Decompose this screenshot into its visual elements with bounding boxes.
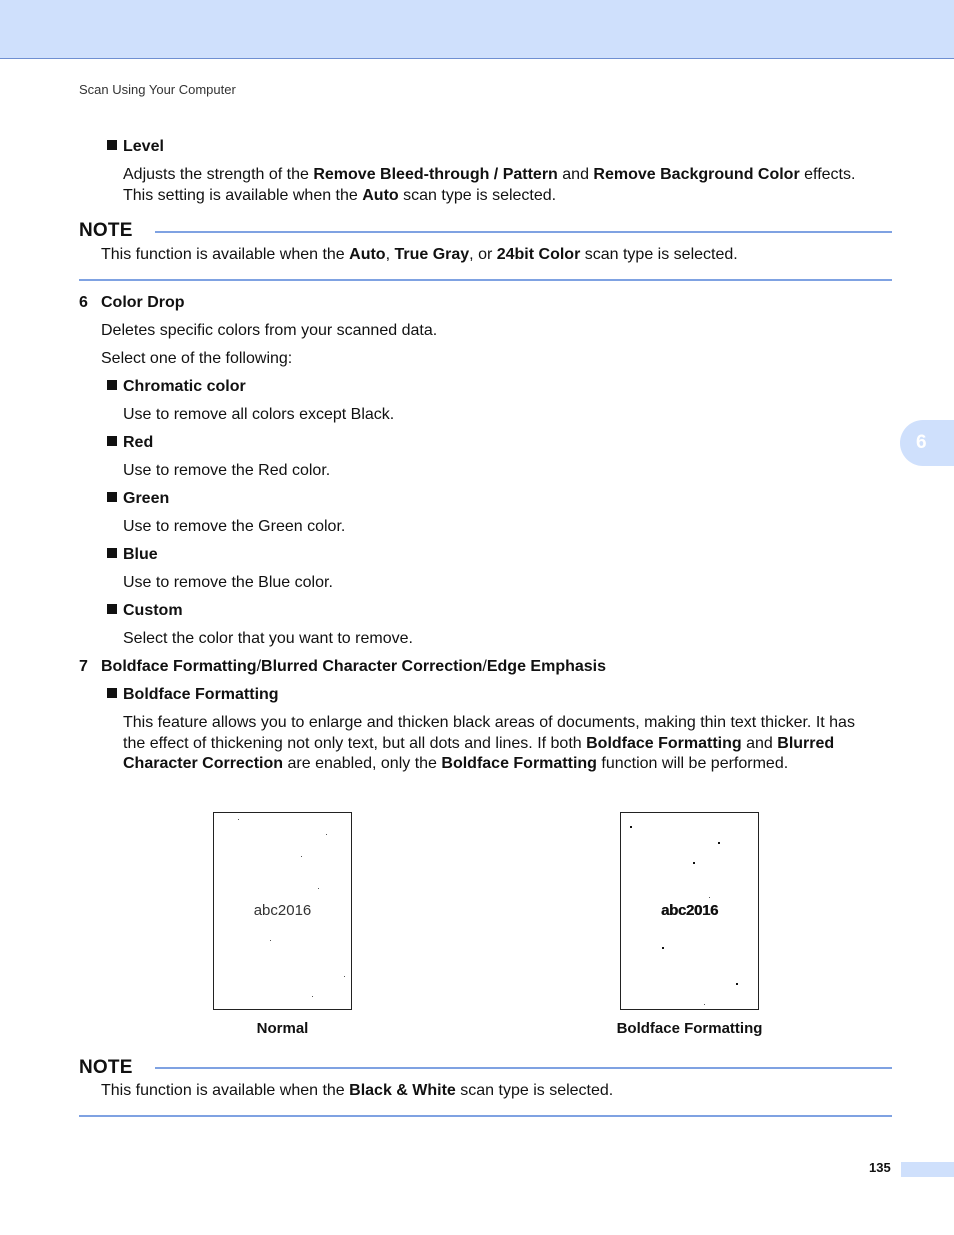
page-number: 135: [869, 1160, 891, 1175]
color-drop-heading: 6 Color Drop: [79, 294, 185, 311]
square-bullet-icon: [107, 688, 117, 698]
note-bottom-rule: [79, 279, 892, 281]
square-bullet-icon: [107, 140, 117, 150]
boldface-subheading: Boldface Formatting: [107, 685, 279, 705]
bold-caption: Boldface Formatting: [616, 1020, 763, 1037]
page-number-bar: [901, 1162, 954, 1177]
normal-sample-page: [213, 812, 352, 1010]
level-desc-line1: Adjusts the strength of the Remove Bleed-through / Pattern and Remove Background Color effects.: [123, 166, 856, 183]
option-custom: Custom: [107, 601, 183, 621]
color-drop-select: Select one of the following:: [101, 350, 293, 367]
option-red: Red: [107, 433, 153, 453]
square-bullet-icon: [107, 604, 117, 614]
boldface-desc-line1: This feature allows you to enlarge and thicken black areas of documents, making thin text thicker. It has: [123, 714, 855, 731]
option-red-desc: Use to remove the Red color.: [123, 462, 331, 479]
option-blue: Blue: [107, 545, 158, 565]
bold-sample-text: abc2016: [660, 902, 719, 919]
boldface-desc-line3: Character Correction are enabled, only the Boldface Formatting function will be performed.: [123, 755, 789, 772]
option-green-desc: Use to remove the Green color.: [123, 518, 346, 535]
note-bottom-rule: [79, 1115, 892, 1117]
normal-sample-text: abc2016: [253, 902, 312, 919]
note-rule: [155, 1067, 892, 1069]
square-bullet-icon: [107, 436, 117, 446]
note-rule: [155, 231, 892, 233]
level-heading: Level: [107, 137, 164, 157]
note-title: NOTE: [79, 220, 133, 241]
note-title: NOTE: [79, 1057, 133, 1078]
option-custom-desc: Select the color that you want to remove.: [123, 630, 413, 647]
normal-caption: Normal: [256, 1020, 309, 1037]
option-green: Green: [107, 489, 169, 509]
chapter-tab: 6: [900, 420, 954, 466]
color-drop-desc: Deletes specific colors from your scanned data.: [101, 322, 438, 339]
level-desc-line2: This setting is available when the Auto scan type is selected.: [123, 187, 557, 204]
bold-sample-page: [620, 812, 759, 1010]
boldface-heading: 7 Boldface Formatting/Blurred Character Correction/Edge Emphasis: [79, 658, 607, 675]
boldface-desc-line2: the effect of thickening not only text, but all dots and lines. If both Boldface Formatting and Blurred: [123, 735, 835, 752]
note-text: This function is available when the Black & White scan type is selected.: [101, 1082, 614, 1099]
top-banner: [0, 0, 954, 59]
option-chromatic: Chromatic color: [107, 377, 246, 397]
square-bullet-icon: [107, 492, 117, 502]
note-text: This function is available when the Auto, True Gray, or 24bit Color scan type is selected.: [101, 246, 738, 263]
option-blue-desc: Use to remove the Blue color.: [123, 574, 333, 591]
running-header: Scan Using Your Computer: [79, 82, 236, 97]
square-bullet-icon: [107, 548, 117, 558]
option-chromatic-desc: Use to remove all colors except Black.: [123, 406, 395, 423]
square-bullet-icon: [107, 380, 117, 390]
